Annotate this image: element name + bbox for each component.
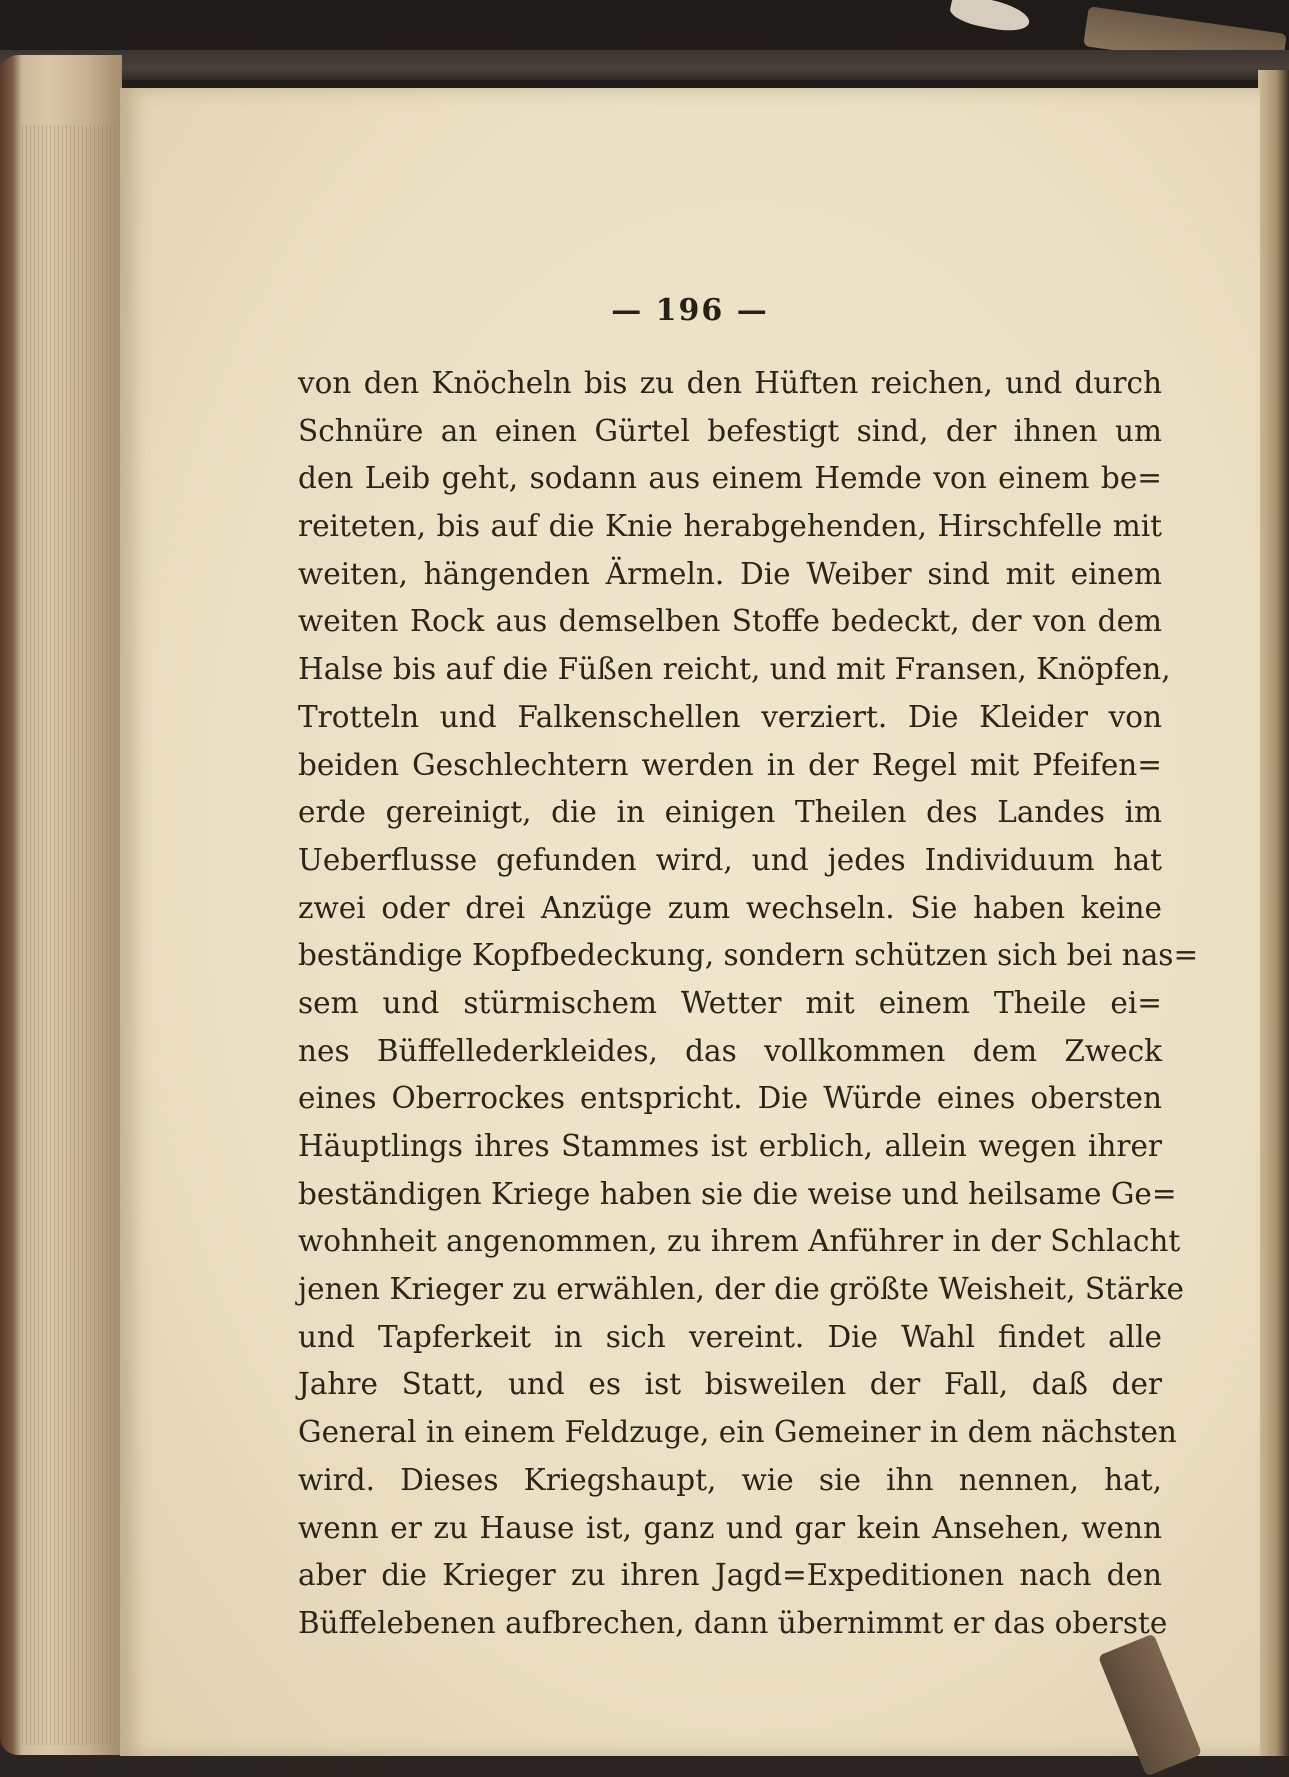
book-cover-top [0, 50, 1289, 80]
text-line: General in einem Feldzuge, ein Gemeiner in dem nächsten [298, 1415, 1177, 1450]
text-line: eines Oberrockes entspricht. Die Würde eines obersten [298, 1081, 1162, 1116]
text-line: beiden Geschlechtern werden in der Regel mit Pfeifen= [298, 747, 1162, 782]
text-line: von den Knöcheln bis zu den Hüften reichen, und durch [298, 366, 1162, 400]
text-line: Trotteln und Falkenschellen verziert. Die Kleider von [298, 699, 1162, 734]
text-line: Schnüre an einen Gürtel befestigt sind, der ihnen um [298, 413, 1162, 448]
text-line: jenen Krieger zu erwählen, der die größte Weisheit, Stärke [298, 1272, 1184, 1307]
text-line: weiten Rock aus demselben Stoffe bedeckt, der von dem [298, 604, 1162, 639]
page-edge-texture [22, 125, 117, 1745]
text-line: aber die Krieger zu ihren Jagd=Expeditionen nach den [298, 1558, 1162, 1593]
text-line: und Tapferkeit in sich vereint. Die Wahl findet alle [298, 1319, 1162, 1354]
text-line: wenn er zu Hause ist, ganz und gar kein Ansehen, wenn [298, 1510, 1162, 1545]
text-line: erde gereinigt, die in einigen Theilen des Landes im [298, 795, 1162, 830]
text-line: weiten, hängenden Ärmeln. Die Weiber sind mit einem [298, 556, 1162, 591]
text-line: wird. Dieses Kriegshaupt, wie sie ihn nennen, hat, [298, 1462, 1162, 1497]
book-page-edges-right [1258, 70, 1289, 1756]
text-line: beständige Kopfbedeckung, sondern schützen sich bei nas= [298, 938, 1199, 973]
book-page-edges-left [0, 55, 122, 1755]
text-line: reiteten, bis auf die Knie herabgehenden, Hirschfelle mit [298, 509, 1162, 544]
text-line: beständigen Kriege haben sie die weise und heilsame Ge= [298, 1176, 1177, 1211]
text-line: Ueberflusse gefunden wird, und jedes Individuum hat [298, 842, 1162, 877]
text-line: Halse bis auf die Füßen reicht, und mit Fransen, Knöpfen, [298, 652, 1171, 687]
text-line: sem und stürmischem Wetter mit einem Theile ei= [298, 985, 1162, 1020]
book-page [120, 88, 1260, 1756]
paper-flake [948, 0, 1032, 36]
text-line: Büffelebenen aufbrechen, dann übernimmt er das oberste [298, 1605, 1168, 1640]
body-text [298, 360, 1199, 1648]
text-line: zwei oder drei Anzüge zum wechseln. Sie haben keine [298, 890, 1162, 925]
text-line: wohnheit angenommen, zu ihrem Anführer in der Schlacht [298, 1224, 1181, 1259]
text-line: Jahre Statt, und es ist bisweilen der Fall, daß der [298, 1367, 1162, 1402]
text-line: nes Büffellederkleides, das vollkommen dem Zweck [298, 1033, 1162, 1068]
text-line: den Leib geht, sodann aus einem Hemde von einem be= [298, 461, 1162, 496]
text-line: Häuptlings ihres Stammes ist erblich, allein wegen ihrer [298, 1129, 1162, 1163]
page-number-header: — 196 — [611, 293, 769, 328]
